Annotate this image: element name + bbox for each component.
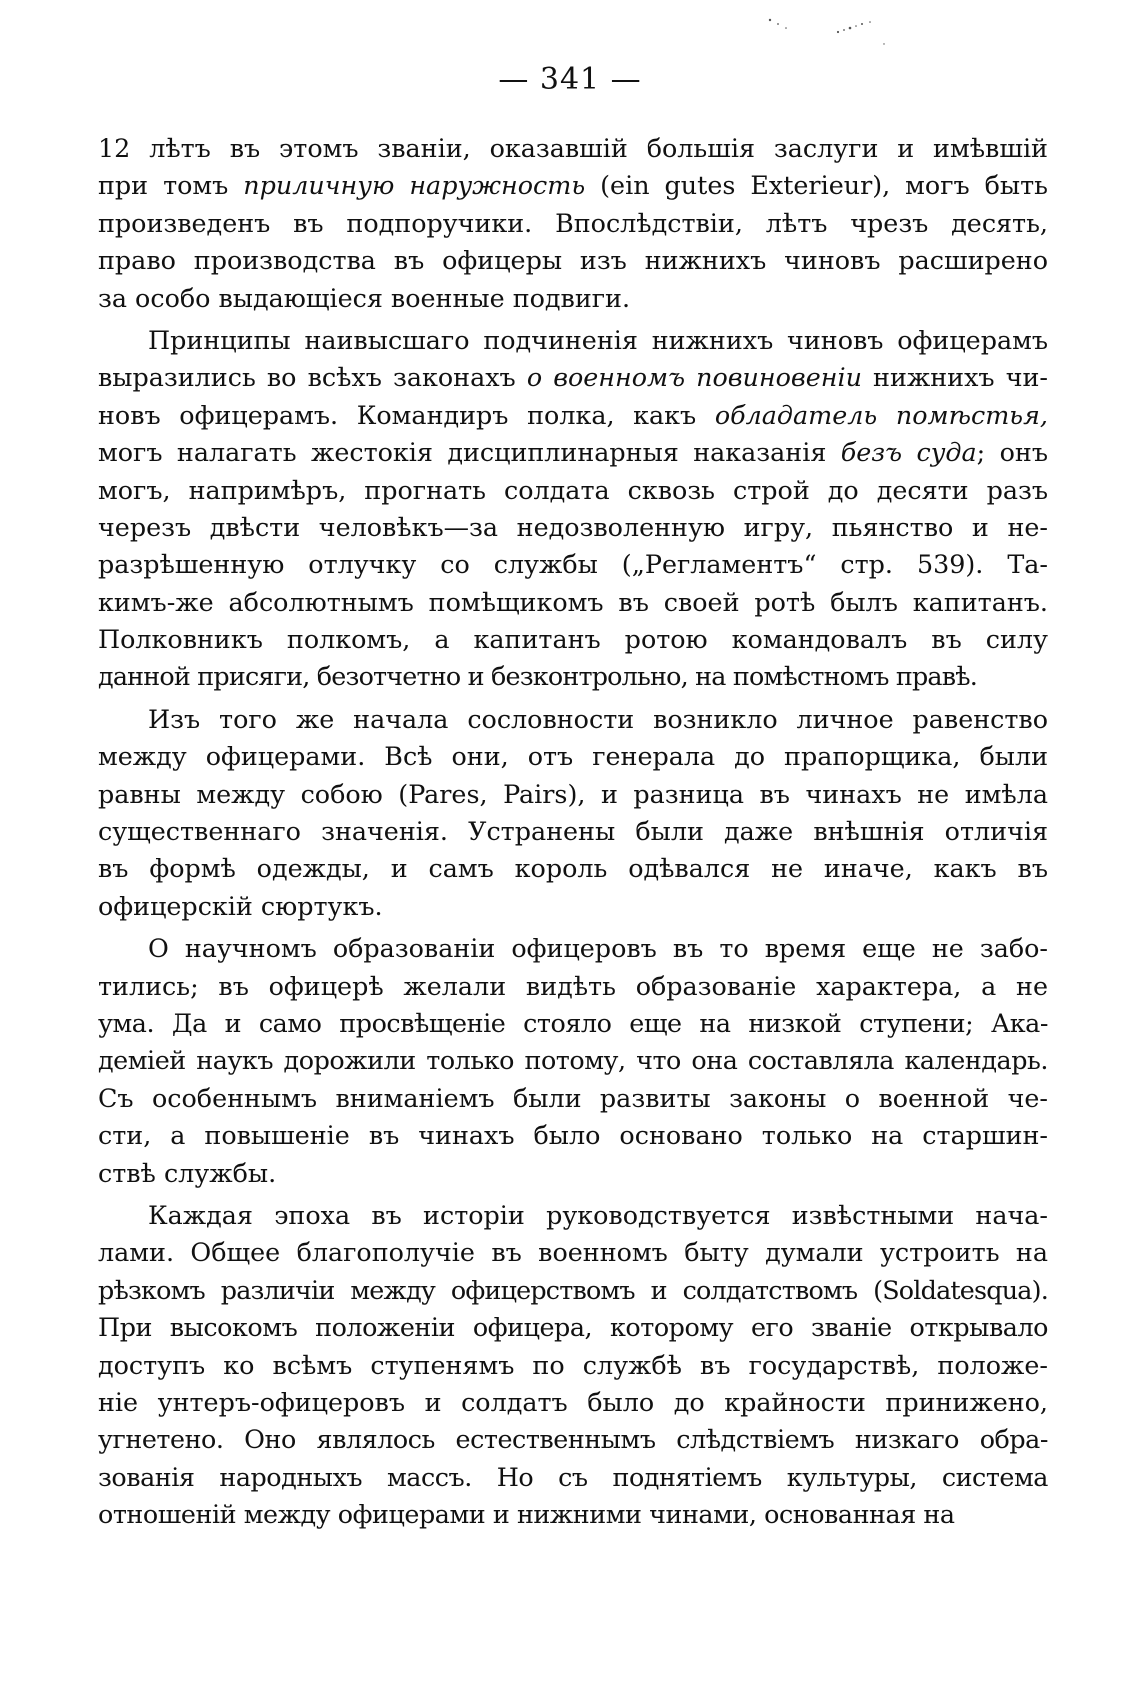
text-line: О научномъ образованіи офицеровъ въ то время еще не забо- <box>148 933 1048 964</box>
text-run: могъ налагать жестокія дисциплинарныя наказанія <box>98 437 841 468</box>
text-run: при томъ <box>98 170 244 201</box>
text-line: данной присяги, безотчетно и безконтрольно, на помѣстномъ правѣ. <box>98 661 978 692</box>
text-run: новъ офицерамъ. Командиръ полка, какъ <box>98 399 715 430</box>
text-line <box>98 167 1048 204</box>
italic-emphasis: безъ суда <box>840 437 977 468</box>
text-line: тились; въ офицерѣ желали видѣть образованіе характера, а не <box>98 970 1048 1001</box>
text-line: Каждая эпоха въ исторіи руководствуется извѣстными нача- <box>148 1199 1048 1230</box>
text-run: ; онъ <box>976 437 1049 468</box>
text-line: отношеній между офицерами и нижними чинами, основанная на <box>98 1499 955 1530</box>
text-line: сти, а повышеніе въ чинахъ было основано только на старшин- <box>98 1120 1048 1151</box>
text-line: черезъ двѣсти человѣкъ—за недозволенную игру, пьянство и не- <box>98 511 1048 542</box>
text-run: нижнихъ чи- <box>861 362 1048 393</box>
text-line: могъ, напримѣръ, прогнать солдата сквозь строй до десяти разъ <box>98 474 1048 505</box>
text-line: При высокомъ положеніи офицера, которому его званіе открывало <box>98 1312 1048 1343</box>
text-run: выразились во всѣхъ законахъ <box>98 362 527 393</box>
italic-emphasis: приличную наружность <box>243 170 586 201</box>
text-line: въ формѣ одежды, и самъ король одѣвался не иначе, какъ въ <box>98 853 1048 884</box>
text-line: право производства въ офицеры изъ нижнихъ чиновъ расширено <box>98 245 1048 276</box>
paragraph <box>98 1197 1048 1534</box>
scan-noise-specks <box>760 10 890 50</box>
text-line: ума. Да и само просвѣщеніе стояло еще на низкой ступени; Ака- <box>98 1007 1048 1038</box>
page-number: — 341 — <box>498 62 642 97</box>
text-line <box>98 434 1048 471</box>
text-line: лами. Общее благополучіе въ военномъ быту думали устроить на <box>98 1237 1048 1268</box>
text-line: за особо выдающіеся военные подвиги. <box>98 282 631 313</box>
italic-emphasis: обладатель помѣстья, <box>714 399 1048 430</box>
text-line: Изъ того же начала сословности возникло личное равенство <box>148 703 1048 734</box>
text-line: доступъ ко всѣмъ ступенямъ по службѣ въ государствѣ, положе- <box>98 1349 1048 1380</box>
text-run: (ein gutes Exterieur), могъ быть <box>585 170 1048 201</box>
text-line: между офицерами. Всѣ они, отъ генерала до прапорщика, были <box>98 741 1048 772</box>
text-line: разрѣшенную отлучку со службы („Регламентъ“ стр. 539). Та- <box>98 549 1048 580</box>
text-line: Съ особеннымъ вниманіемъ были развиты законы о военной че- <box>98 1082 1048 1113</box>
text-line: произведенъ въ подпоручики. Впослѣдствіи, лѣтъ чрезъ десять, <box>98 207 1048 238</box>
text-line: ствѣ службы. <box>98 1157 277 1188</box>
text-line <box>98 397 1048 434</box>
text-line: Полковникъ полкомъ, а капитанъ ротою командовалъ въ силу <box>98 624 1048 655</box>
text-line: офицерскій сюртукъ. <box>98 890 383 921</box>
italic-emphasis: о военномъ повиновеніи <box>526 362 862 393</box>
paragraph <box>98 130 1048 317</box>
text-line: существеннаго значенія. Устранены были даже внѣшнія отличія <box>98 816 1048 847</box>
text-line: кимъ-же абсолютнымъ помѣщикомъ въ своей ротѣ былъ капитанъ. <box>98 586 1048 617</box>
text-line: рѣзкомъ различіи между офицерствомъ и солдатствомъ (Soldatesqua). <box>98 1274 1048 1305</box>
text-line: ніе унтеръ-офицеровъ и солдатъ было до крайности принижено, <box>98 1386 1048 1417</box>
text-line <box>98 359 1048 396</box>
text-line: 12 лѣтъ въ этомъ званіи, оказавшій большія заслуги и имѣвшій <box>98 133 1048 163</box>
paragraph <box>98 701 1048 925</box>
text-line: равны между собою (Pares, Pairs), и разница въ чинахъ не имѣла <box>98 778 1048 809</box>
page-body-text <box>98 130 1048 1533</box>
text-line: угнетено. Оно являлось естественнымъ слѣдствіемъ низкаго обра- <box>98 1424 1048 1455</box>
paragraph <box>98 930 1048 1192</box>
text-line: Принципы наивысшаго подчиненія нижнихъ чиновъ офицерамъ <box>148 324 1048 355</box>
text-line: зованія народныхъ массъ. Но съ поднятіемъ культуры, система <box>98 1461 1048 1492</box>
text-line: деміей наукъ дорожили только потому, что она составляла календарь. <box>98 1045 1048 1076</box>
paragraph <box>98 322 1048 696</box>
